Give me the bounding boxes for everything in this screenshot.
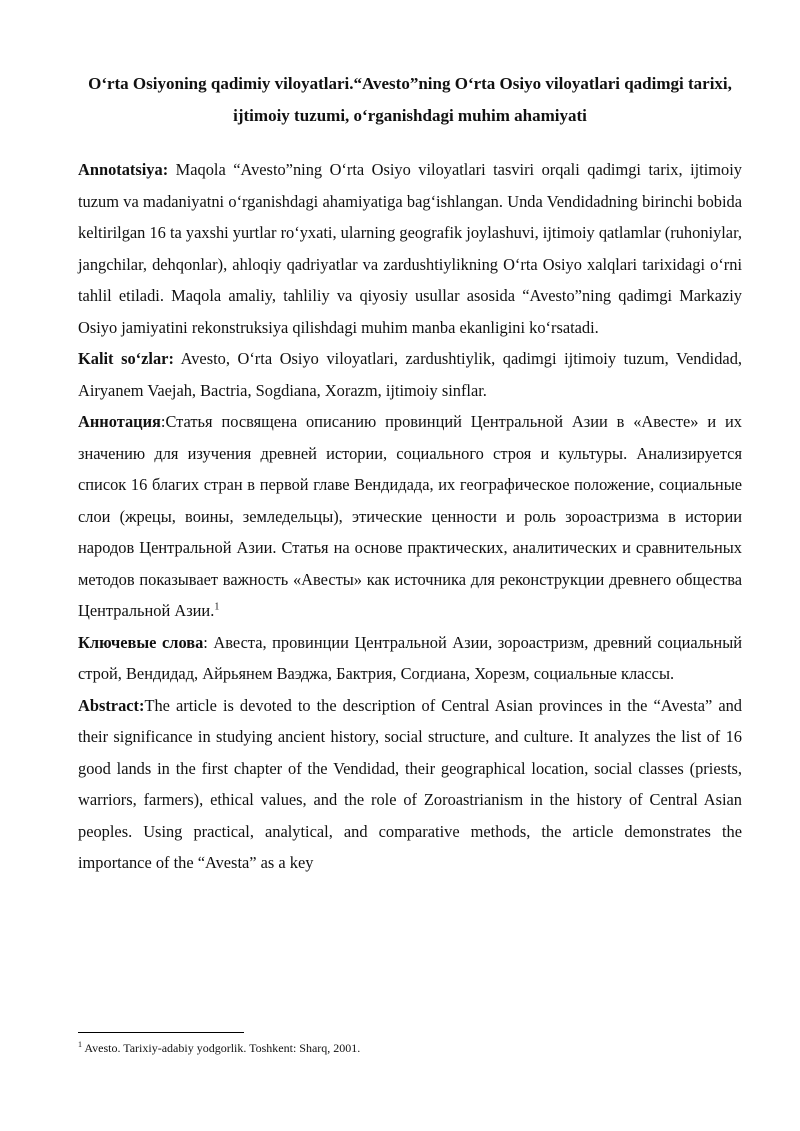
abstract-en-label: Abstract: bbox=[78, 695, 145, 715]
annotation-uz bbox=[78, 154, 742, 343]
keywords-uz-text: Avesto, O‘rta Osiyo viloyatlari, zardushtiylik, qadimgi ijtimoiy tuzum, Vendidad, Airyanem Vaejah, Bactria, Sogdiana, Xorazm, ijtimoiy sinflar. bbox=[78, 349, 742, 400]
abstract-en-text: The article is devoted to the description of Central Asian provinces in the “Avesta” and their significance in studying ancient history, social structure, and culture. It analyzes the list of 16 good lands in the first chapter of the Vendidad, their geographical location, social classes (priests, warriors, farmers), ethical values, and the role of Zoroastrianism in the history of Central Asian peoples. Using practical, analytical, and comparative methods, the article demonstrates the importance of the “Avesta” as a key bbox=[78, 695, 742, 872]
annotation-ru bbox=[78, 406, 742, 627]
annotation-uz-label: Annotatsiya: bbox=[78, 160, 169, 179]
annotation-ru-text: :Статья посвящена описанию провинций Центральной Азии в «Авесте» и их значению для изучения древней истории, социального строя и культуры. Анализируется список 16 благих стран в первой главе Вендидада, их географическое положение, социальные слои (жрецы, воины, земледельцы), этические ценности и роль зороастризма в истории народов Центральной Азии. Статья на основе практических, аналитических и сравнительных методов показывает важность «Авесты» как источника для реконструкции древнего общества Центральной Азии. bbox=[78, 412, 742, 620]
footnote bbox=[78, 1040, 742, 1056]
keywords-ru bbox=[78, 627, 742, 690]
abstract-en bbox=[78, 690, 742, 879]
keywords-uz-label: Kalit so‘zlar: bbox=[78, 349, 174, 368]
footnote-divider bbox=[78, 1032, 244, 1033]
footnote-text: Avesto. Tarixiy-adabiy yodgorlik. Toshkent: Sharq, 2001. bbox=[82, 1041, 361, 1055]
footnote-number: 1 bbox=[78, 1040, 82, 1049]
keywords-ru-label: Ключевые слова bbox=[78, 632, 204, 652]
paper-title: O‘rta Osiyoning qadimiy viloyatlari.“Avesto”ning O‘rta Osiyo viloyatlari qadimgi tarixi, ijtimoiy tuzumi, o‘rganishdagi muhim ahamiyati bbox=[88, 74, 732, 125]
annotation-ru-label: Аннотация bbox=[78, 412, 161, 431]
keywords-ru-text: : Авеста, провинции Центральной Азии, зороастризм, древний социальный строй, Вендидад, Айрьянем Ваэджа, Бактрия, Согдиана, Хорезм, социальные классы. bbox=[78, 632, 742, 683]
annotation-uz-text: Maqola “Avesto”ning O‘rta Osiyo viloyatlari tasviri orqali qadimgi tarix, ijtimoiy tuzum va madaniyatni o‘rganishdagi ahamiyatiga bag‘ishlangan. Unda Vendidadning birinchi bobida keltirilgan 16 ta yaxshi yurtlar ro‘yxati, ularning geografik joylashuvi, ijtimoiy qatlamlar (ruhoniylar, jangchilar, dehqonlar), ahloqiy qadriyatlar va zardushtiylikning O‘rta Osiyo xalqlari tarixidagi o‘rni tahlil etiladi. Maqola amaliy, tahliliy va qiyosiy usullar asosida “Avesto”ning qadimgi Markaziy Osiyo jamiyatini rekonstruksiya qilishdagi muhim manba ekanligini ko‘rsatadi. bbox=[78, 160, 742, 337]
page-body bbox=[78, 68, 742, 879]
footnote-reference[interactable]: 1 bbox=[214, 601, 220, 613]
keywords-uz bbox=[78, 343, 742, 406]
